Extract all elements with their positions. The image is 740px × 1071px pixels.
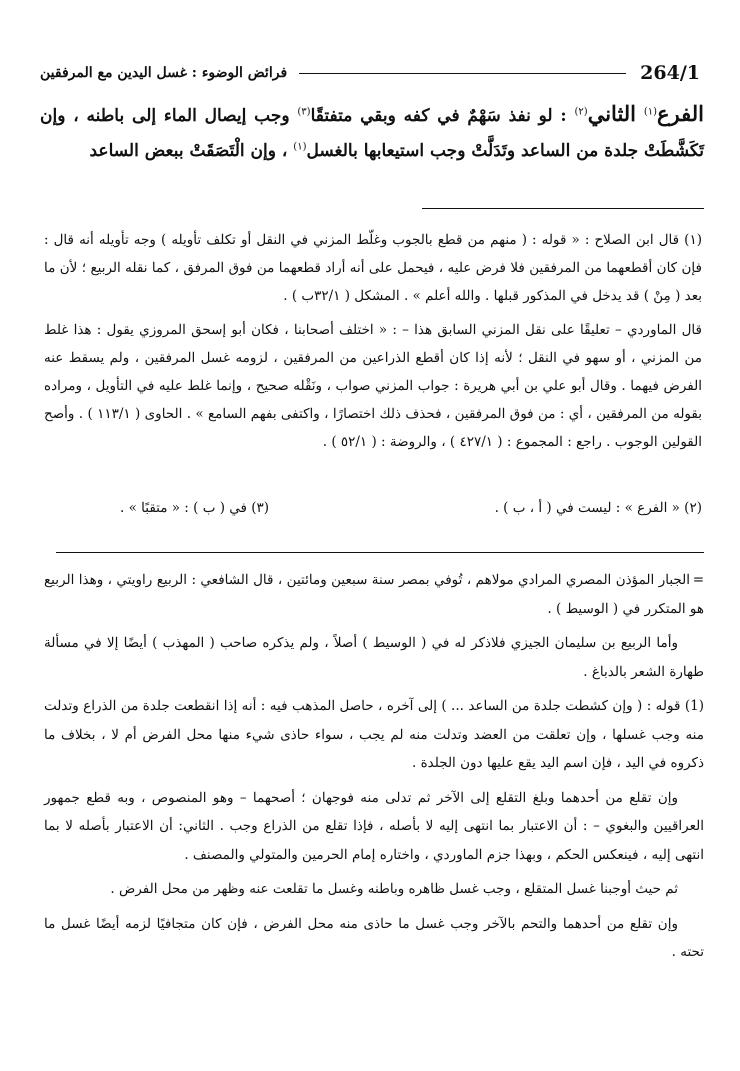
commentary-paragraph-4: وإن تقلع من أحدهما وبلغ التقلع إلى الآخر ثم تدلى منه فوجهان ؛ أصحهما – وهو المنصوص ، وبه قطع جمهور العراقيين والبغوي – : أن الاعتبار بما انتهى إليه لا بأصله ، فإذا تقلع من الذراع وجب . الثاني: أن الاعتبار بأصله لا بما انتهى إليه ، فينعكس الحكم ، وبهذا جزم الماوردي ، واختاره إمام الحرمين والمتولي والمصنف . (44, 789, 704, 863)
footnote-ref: (١) (643, 106, 658, 118)
continuation-mark: = (692, 572, 704, 588)
footnote-2: (٢) « الفرع » : ليست في ( أ ، ب ) . (494, 500, 702, 516)
footnote-3: (٣) في ( ب ) : « متقبًا » . (120, 500, 270, 516)
commentary-paragraph-5: ثم حيث أوجبنا غسل المتقلع ، وجب غسل ظاهره وباطنه وغسل ما تقلعت عنه وظهر من محل الفرض . (110, 881, 678, 897)
lead-word: الفرع (657, 101, 705, 126)
header-rule (299, 73, 626, 74)
main-text-a: : لو نفذ سَهْمٌ في كفه وبقي متفتقًا (310, 106, 567, 126)
commentary (44, 566, 704, 967)
footnote-ref: (٢) (574, 106, 588, 118)
page-number: 264/1 (640, 62, 700, 84)
commentary-separator (56, 552, 704, 553)
main-text-b: وجب إيصال الماء إلى باطنه ، وإن تَكَشَّطَتْ جلدة من الساعد وتَدَلَّتْ وجب استيعابها بالغسل (40, 106, 704, 161)
commentary-paragraph-2: وأما الربيع بن سليمان الجيزي فلاذكر له في ( الوسيط ) أصلاً ، ولم يذكره صاحب ( المهذب ) أيضًا إلا في مسألة طهارة الشعر بالدباغ . (44, 635, 704, 680)
commentary-paragraph-3: (1) قوله : ( وإن كشطت جلدة من الساعد ... ) إلى آخره ، حاصل المذهب فيه : أنه إذا انقطعت جلدة من الذراع وتدلت منه وجب غسلها ، وإن تعلقت من العضد وتدلت منه لم يجب ، سواء حاذى شيء منها محل الفرض أم لا ، بخلاف ما ذكروه في اليد ، فإن اسم اليد يقع عليها دون الجلدة . (44, 698, 704, 771)
footnote-1-paragraph-1: (١) قال ابن الصلاح : « قوله : ( منهم من قطع بالجوب وغلّط المزني في النقل أو تكلف تأويله ) وجه تأويله أنه قال : فإن كان أقطعهما من المرفقين فلا فرض عليه ، فيحمل على أنه أراد قطعهما من فوق المرفق ، كما نقله الربيع ؛ لأن ما بعد ( مِنْ ) قد يدخل في المذكور قبلها . والله أعلم » . المشكل ( ٣٢/١ب ) . (44, 232, 702, 304)
running-header (40, 60, 700, 86)
footnote-separator (422, 208, 704, 209)
running-title: فرائض الوضوء : غسل اليدين مع المرفقين (40, 65, 288, 81)
main-text-c: ، وإن الْتَصَقَتْ ببعض الساعد (89, 141, 288, 161)
footnote-ref: (١) (293, 141, 307, 153)
footnote-1 (44, 226, 702, 456)
second-word: الثاني (587, 101, 637, 126)
footnotes-2-3 (120, 494, 702, 522)
main-text (40, 96, 704, 169)
commentary-paragraph-1: =الجبار المؤذن المصري المرادي مولاهم ، تُوفي بمصر سنة سبعين ومائتين ، قال الشافعي : الربيع راويتي ، وهذا الربيع هو المتكرر في ( الوسيط ) . (44, 566, 704, 623)
commentary-paragraph-6: وإن تقلع من أحدهما والتحم بالآخر وجب غسل ما حاذى منه محل الفرض ، فإن كان متجافيًا لزمه أيضًا غسل ما تحته . (44, 915, 704, 960)
footnote-ref: (٣) (297, 106, 311, 118)
footnote-1-paragraph-2: قال الماوردي – تعليقًا على نقل المزني السابق هذا – : « اختلف أصحابنا ، فكان أبو إسحق المروزي يقول : هذا غلط من المزني ، أو سهو في النقل ؛ لأنه إذا كان أقطع الذراعين من المرفقين ، لزومه غسل المرفقين ، ولم يسقط عنه الفرض فيهما . وقال أبو علي بن أبي هريرة : جواب المزني صواب ، ونَقْله صحيح ، وإنما غلط عليه في التأويل ، ومراده بقوله من المرفقين ، أي : من فوق المرفقين ، فحذف ذلك اختصارًا ، واكتفى بفهم السامع » . الحاوى ( ١١٣/١ ) . وأصح القولين الوجوب . راجع : المجموع : ( ٤٢٧/١ ) ، والروضة : ( ٥٢/١ ) . (44, 322, 702, 450)
